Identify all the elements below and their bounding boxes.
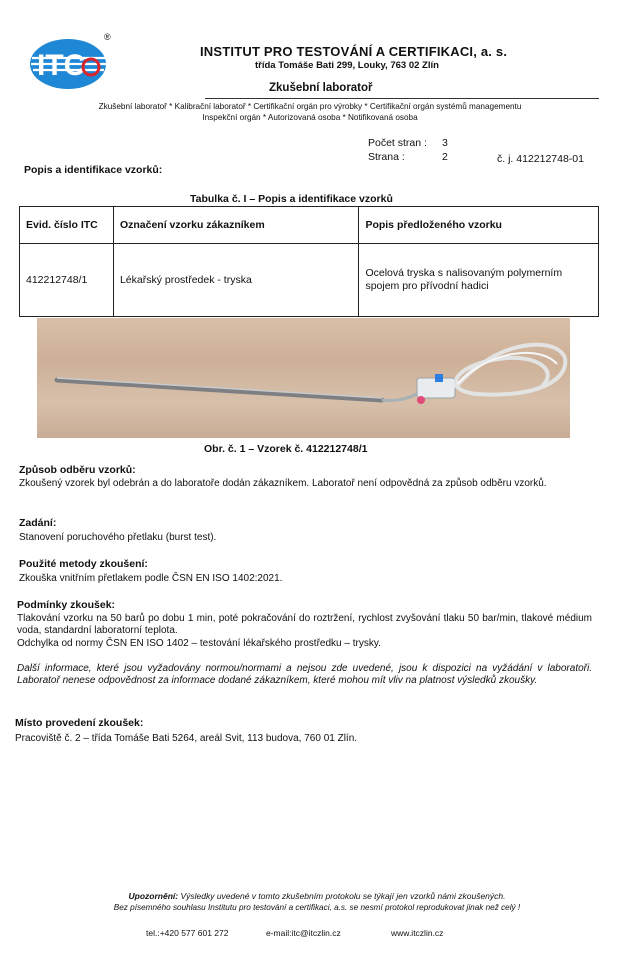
- sampling-heading: Způsob odběru vzorků:: [19, 464, 136, 476]
- lab-title: Zkušební laboratoř: [269, 82, 373, 94]
- footer-copyright: Bez písemného souhlasu Institutu pro testování a certifikaci, a.s. se nesmí protokol reprodukovat jinak než celý !: [113, 903, 521, 912]
- cell-evid-number: 412212748/1: [20, 244, 114, 317]
- accreditations-line-2: Inspekční orgán * Autorizovaná osoba * Notifikovaná osoba: [202, 113, 418, 122]
- footer-website[interactable]: www.itczlin.cz: [391, 928, 444, 938]
- footer-notice-text: Výsledky uvedené v tomto zkušebním protokolu se týkají jen vzorků námi zkoušených.: [180, 891, 506, 901]
- task-heading: Zadání:: [19, 517, 57, 529]
- task-text: Stanovení poruchového přetlaku (burst test).: [19, 532, 217, 543]
- itc-logo: [28, 30, 116, 92]
- institute-address: třída Tomáše Bati 299, Louky, 763 02 Zlín: [255, 60, 439, 71]
- institute-name: INSTITUT PRO TESTOVÁNÍ A CERTIFIKACI, a. s.: [200, 44, 508, 59]
- header-evid-number: Evid. číslo ITC: [20, 207, 114, 244]
- sample-photo: [37, 318, 570, 438]
- page-label: Strana :: [368, 151, 405, 163]
- section-title: Popis a identifikace vzorků:: [24, 164, 163, 176]
- reference-number: č. j. 412212748-01: [497, 153, 584, 165]
- footer-phone: tel.:+420 577 601 272: [146, 928, 229, 938]
- photo-caption: Obr. č. 1 – Vzorek č. 412212748/1: [204, 443, 368, 455]
- cell-sample-description: Ocelová tryska s nalisovaným polymerním spojem pro přívodní hadici: [359, 244, 599, 317]
- conditions-note: Další informace, které jsou vyžadovány normou/normami a nejsou zde uvedené, jsou k dispozici na vyžádání v laboratoři. Laboratoř nenese odpovědnost za informace dodané zákazníkem, které mohou mít vliv na platnost výsledků zkoušky.: [17, 663, 592, 686]
- conditions-deviation: Odchylka od normy ČSN EN ISO 1402 – testování lékařského prostředku – trysky.: [17, 638, 381, 649]
- table-header-row: [20, 207, 599, 244]
- page-value: 2: [442, 151, 448, 163]
- methods-heading: Použité metody zkoušení:: [19, 558, 148, 570]
- location-text: Pracoviště č. 2 – třída Tomáše Bati 5264, areál Svit, 113 budova, 760 01 Zlín.: [15, 733, 358, 744]
- pages-value: 3: [442, 137, 448, 149]
- pages-label: Počet stran :: [368, 137, 427, 149]
- location-heading: Místo provedení zkoušek:: [15, 717, 144, 729]
- table-row: [20, 244, 599, 317]
- footer-email[interactable]: e-mail:itc@itczlin.cz: [266, 928, 341, 938]
- conditions-text: Tlakování vzorku na 50 barů po dobu 1 min, poté pokračování do roztržení, rychlost zvyšování tlaku 50 bar/min, tlakové médium voda, standardní laboratorní teplota.: [17, 613, 592, 636]
- conditions-heading: Podmínky zkoušek:: [17, 599, 116, 611]
- header-sample-description: Popis předloženého vzorku: [359, 207, 599, 244]
- registered-mark: ®: [104, 32, 111, 42]
- accreditations-line-1: Zkušební laboratoř * Kalibrační laboratoř * Certifikační orgán pro výrobky * Certifikační orgán systémů managementu: [98, 102, 522, 111]
- header-divider: [205, 98, 599, 99]
- methods-text: Zkouška vnitřním přetlakem podle ČSN EN ISO 1402:2021.: [19, 573, 283, 584]
- footer-notice-label: Upozornění:: [128, 891, 179, 901]
- cell-customer-label: Lékařský prostředek - tryska: [113, 244, 359, 317]
- samples-table: [19, 206, 599, 317]
- header-customer-label: Označení vzorku zákazníkem: [113, 207, 359, 244]
- footer-notice: [0, 891, 634, 901]
- table-caption: Tabulka č. I – Popis a identifikace vzorků: [190, 193, 393, 205]
- logo-text: ITC: [37, 49, 86, 82]
- sampling-text: Zkoušený vzorek byl odebrán a do laboratoře dodán zákazníkem. Laboratoř není odpovědná za způsob odběru vzorků.: [19, 478, 547, 489]
